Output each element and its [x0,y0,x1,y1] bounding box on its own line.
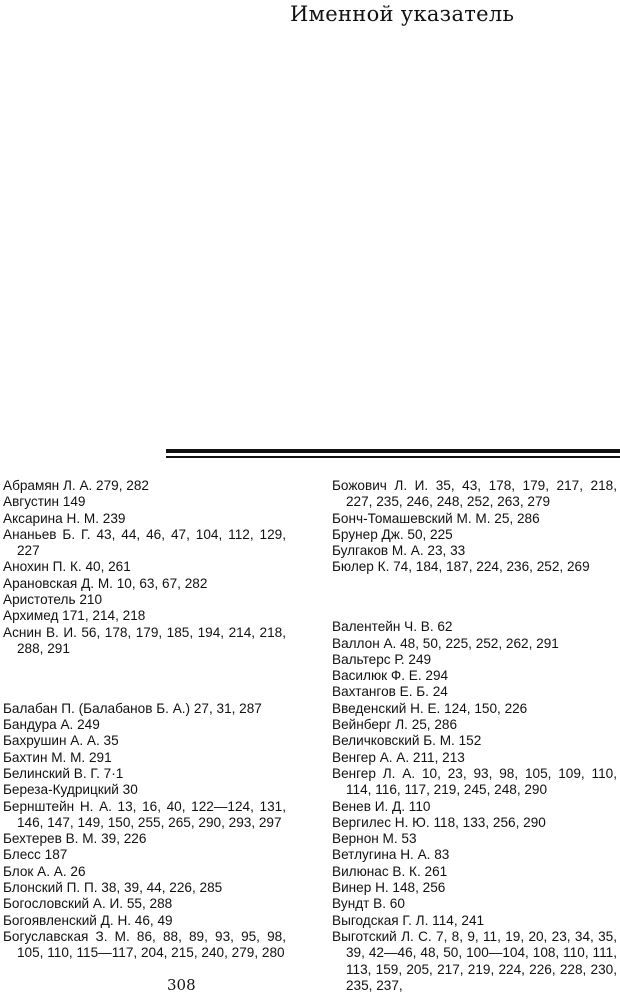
index-entry: Аксарина Н. М. 239 [3,510,126,526]
index-entry: Божович Л. И. 35, 43, 178, 179, 217, 218, 227, 235, 246, 248, 252, 263, 279 [332,478,617,510]
index-entry: Богуславская З. М. 86, 88, 89, 93, 95, 98, 105, 110, 115—117, 204, 215, 240, 279, 280 [3,928,286,961]
title-rule-thin [166,456,620,458]
index-entry: Венгер Л. А. 10, 23, 93, 98, 105, 109, 110, 114, 116, 117, 219, 245, 248, 290 [332,765,617,798]
index-entry: Береза-Кудрицкий 30 [3,782,138,798]
letter-group-spacer [332,589,617,605]
index-entry: Ветлугина Н. А. 83 [332,847,450,863]
index-entry: Вальтерс Р. 249 [332,651,432,667]
index-entry: Вилюнас В. К. 261 [332,863,448,879]
index-entry: Аснин В. И. 56, 178, 179, 185, 194, 214, 218, 288, 291 [3,624,286,656]
index-entry: Вернон М. 53 [332,831,417,847]
index-entry: Булгаков М. А. 23, 33 [332,543,466,559]
index-entry: Винер Н. 148, 256 [332,880,446,896]
index-entry: Анохин П. К. 40, 261 [3,559,131,575]
index-entry: Бернштейн Н. А. 13, 16, 40, 122—124, 131, 146, 147, 149, 150, 255, 265, 290, 293, 297 [3,798,286,830]
index-entry: Белинский В. Г. 7·1 [3,765,124,781]
index-entry: Выгодская Г. Л. 114, 241 [332,912,485,928]
index-entry: Абрамян Л. А. 279, 282 [3,478,149,493]
index-entry: Величковский Б. М. 152 [332,733,482,749]
index-entry: Богословский А. И. 55, 288 [3,896,173,912]
index-entry: Выготский Л. С. 7, 8, 9, 11, 19, 20, 23, 34, 35, 39, 42—46, 48, 50, 100—104, 108, 110, 111, 113, 159, 205, 217, 219, 224, 226, 228, 230, 235, 237, [332,928,617,993]
index-column-right [332,478,617,994]
index-entry: Блесс 187 [3,847,68,863]
index-entry: Бонч-Томашевский М. М. 25, 286 [332,510,540,526]
page-number: 308 [167,976,196,994]
index-entry: Ананьев Б. Г. 43, 44, 46, 47, 104, 112, 129, 227 [3,526,286,559]
index-entry: Балабан П. (Балабанов Б. А.) 27, 31, 287 [3,700,262,716]
index-entry: Введенский Н. Е. 124, 150, 226 [332,700,528,716]
title-rule-thick [166,449,620,453]
index-entry: Августин 149 [3,494,86,510]
index-entry: Венгер А. А. 211, 213 [332,749,465,765]
index-entry: Брунер Дж. 50, 225 [332,526,453,542]
index-entry: Валентейн Ч. В. 62 [332,619,453,635]
index-entry: Бехтерев В. М. 39, 226 [3,831,147,847]
index-entry: Архимед 171, 214, 218 [3,608,146,624]
index-entry: Василюк Ф. Е. 294 [332,668,449,684]
page-title: Именной указатель [290,2,515,26]
index-entry: Бандура А. 249 [3,717,100,733]
index-entry: Блонский П. П. 38, 39, 44, 226, 285 [3,880,223,896]
index-entry: Арановская Д. М. 10, 63, 67, 282 [3,575,208,591]
letter-group-spacer [3,671,286,687]
index-entry: Вергилес Н. Ю. 118, 133, 256, 290 [332,814,546,830]
index-entry: Аристотель 210 [3,592,103,608]
index-entry: Венев И. Д. 110 [332,798,431,814]
index-entry: Валлон А. 48, 50, 225, 252, 262, 291 [332,635,559,651]
index-entry: Вейнберг Л. 25, 286 [332,717,458,733]
index-entry: Блок А. А. 26 [3,863,86,879]
index-entry: Бюлер К. 74, 184, 187, 224, 236, 252, 269 [332,559,590,575]
index-entry: Бахрушин А. А. 35 [3,733,119,749]
index-entry: Богоявленский Д. Н. 46, 49 [3,912,173,928]
index-column-left [3,478,286,962]
index-entry: Вахтангов Е. Б. 24 [332,684,448,700]
index-entry: Бахтин М. М. 291 [3,749,112,765]
index-entry: Вундт В. 60 [332,896,405,912]
